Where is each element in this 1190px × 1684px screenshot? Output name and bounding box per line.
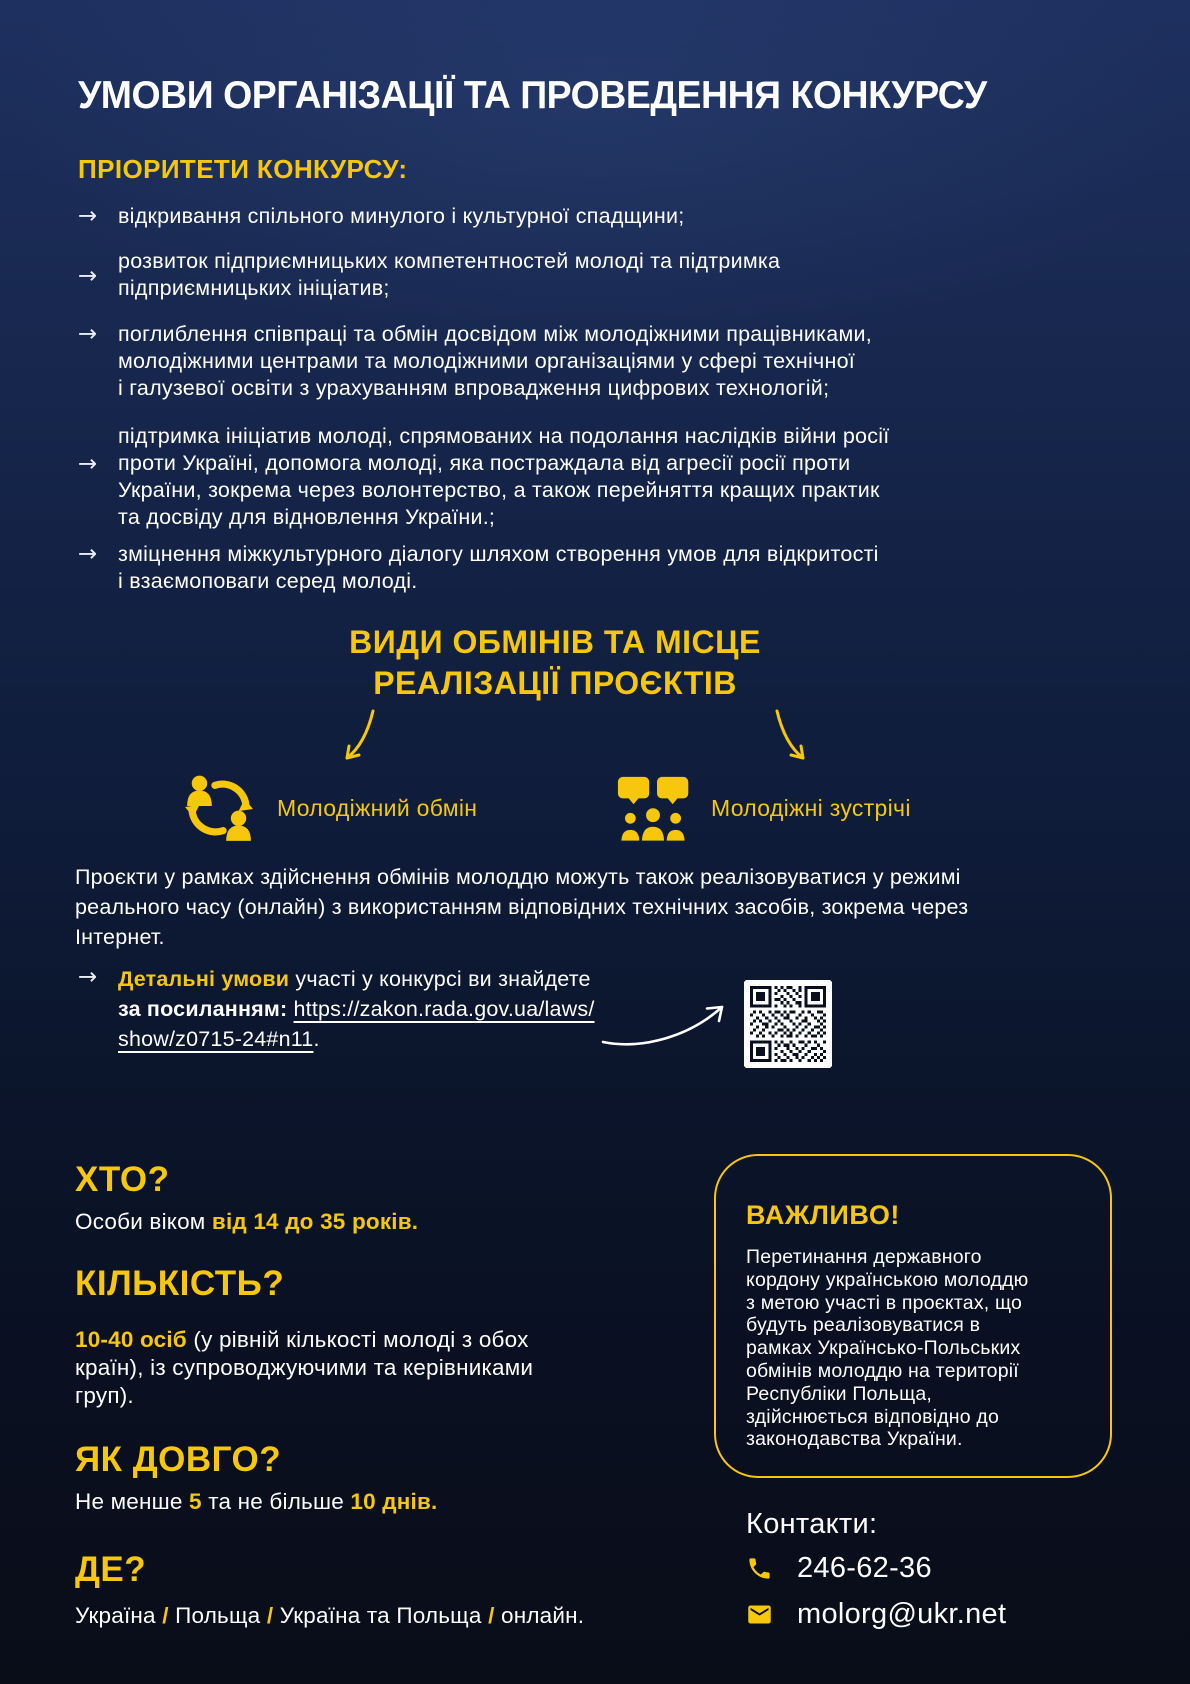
answer-text: країн), із супроводжуючими та керівниками — [75, 1355, 534, 1380]
priority-text — [118, 203, 684, 230]
priority-item — [78, 541, 879, 595]
faq-quantity-heading: КІЛЬКІСТЬ? — [75, 1264, 285, 1303]
priority-line: і взаємоповаги серед молоді. — [118, 569, 418, 593]
exchange-type-item — [183, 772, 477, 844]
details-link-label: за посиланням: — [118, 997, 294, 1021]
important-line: будуть реалізовуватися в — [746, 1314, 981, 1337]
details-link[interactable]: https://zakon.rada.gov.ua/laws/ — [293, 997, 595, 1021]
arrow-right-icon: → — [78, 263, 98, 289]
answer-text: та не більше — [201, 1489, 351, 1514]
priority-text — [118, 423, 890, 531]
arrow-right-icon: → — [78, 541, 98, 567]
important-line: здійснюється відповідно до — [746, 1405, 1000, 1428]
priority-text — [118, 541, 879, 595]
curved-arrow-right-icon — [772, 708, 814, 764]
faq-quantity-answer — [75, 1326, 533, 1410]
priority-line: і галузевої освіти з урахуванням впровадження цифрових технологій; — [118, 376, 830, 400]
answer-text: онлайн. — [494, 1603, 585, 1628]
important-line: кордону українською молоддю — [746, 1268, 1029, 1291]
phone-icon — [746, 1555, 773, 1582]
answer-highlight: від 14 до 35 років. — [211, 1209, 419, 1234]
phone-number: 246-62-36 — [797, 1552, 932, 1584]
exchange-section-heading — [0, 622, 1110, 704]
youth-meetings-label: Молодіжні зустрічі — [711, 794, 911, 821]
important-line: обмінів молоддю на території — [746, 1359, 1019, 1382]
qr-code — [744, 980, 832, 1068]
answer-separator: / — [266, 1603, 274, 1628]
important-line: законодавства України. — [746, 1428, 963, 1451]
important-line: з метою участі в проєктах, що — [746, 1291, 1023, 1314]
arrow-right-icon: → — [78, 321, 98, 347]
note-line: Проєкти у рамках здійснення обмінів молоддю можуть також реалізовуватися у режимі — [75, 865, 961, 889]
answer-highlight: 5 — [189, 1489, 202, 1514]
important-line: Республіки Польща, — [746, 1382, 932, 1405]
arrow-right-icon: → — [78, 203, 98, 229]
priority-line: молодіжними центрами та молодіжними організаціями у сфері технічної — [118, 349, 856, 373]
faq-duration-answer — [75, 1488, 437, 1516]
priority-line: відкривання спільного минулого і культурної спадщини; — [118, 204, 685, 228]
online-note — [75, 862, 968, 952]
priority-line: розвиток підприємницьких компетентностей молоді та підтримка — [118, 249, 781, 273]
faq-where-answer — [75, 1602, 584, 1630]
priority-item — [78, 321, 872, 402]
answer-highlight: 10-40 осіб — [75, 1327, 187, 1352]
page-title: УМОВИ ОРГАНІЗАЦІЇ ТА ПРОВЕДЕННЯ КОНКУРСУ — [78, 74, 987, 117]
priority-line: поглиблення співпраці та обмін досвідом між молодіжними працівниками, — [118, 322, 873, 346]
arrow-right-icon: → — [78, 964, 98, 990]
note-line: Інтернет. — [75, 925, 165, 949]
heading-line: ВИДИ ОБМІНІВ ТА МІСЦЕ — [349, 624, 761, 660]
answer-text: Особи віком — [75, 1209, 212, 1234]
faq-where-heading: ДЕ? — [75, 1550, 147, 1589]
priority-text — [118, 321, 872, 402]
answer-text: (у рівній кількості молоді з обох — [186, 1327, 529, 1352]
email-icon — [746, 1601, 773, 1628]
priority-text — [118, 248, 780, 302]
faq-who-heading: ХТО? — [75, 1160, 170, 1199]
answer-text: Не менше — [75, 1489, 190, 1514]
faq-who-answer — [75, 1208, 418, 1236]
curved-arrow-left-icon — [336, 708, 378, 764]
priorities-heading: ПРІОРИТЕТИ КОНКУРСУ: — [78, 154, 408, 184]
faq-duration-heading: ЯК ДОВГО? — [75, 1440, 282, 1479]
contacts-heading: Контакти: — [746, 1508, 878, 1540]
priority-line: України, зокрема через волонтерство, а також перейняття кращих практик — [118, 478, 880, 502]
answer-text: Україна та Польща — [273, 1603, 489, 1628]
contact-phone-row — [746, 1552, 932, 1585]
answer-highlight: 10 днів. — [350, 1489, 438, 1514]
priority-line: та досвіду для відновлення України.; — [118, 505, 496, 529]
answer-text: Польща — [168, 1603, 267, 1628]
important-line: рамках Українсько-Польських — [746, 1337, 1021, 1360]
details-block — [78, 964, 595, 1054]
email-address: molorg@ukr.net — [797, 1598, 1007, 1630]
priority-line: проти Україні, допомога молоді, яка постраждала від агресії росії проти — [118, 451, 851, 475]
details-period: . — [313, 1027, 320, 1051]
note-line: реального часу (онлайн) з використанням відповідних технічних засобів, зокрема через — [75, 895, 969, 919]
priority-line: підтримка ініціатив молоді, спрямованих на подолання наслідків війни росії — [118, 424, 890, 448]
important-heading: ВАЖЛИВО! — [746, 1200, 901, 1230]
priority-item — [78, 423, 890, 531]
exchange-type-item — [617, 772, 911, 844]
hand-arrow-icon — [598, 998, 733, 1050]
details-link[interactable]: show/z0715-24#n11 — [118, 1027, 314, 1051]
important-line: Перетинання державного — [746, 1246, 982, 1268]
details-highlight: Детальні умови — [118, 967, 290, 991]
contact-email-row — [746, 1598, 1006, 1631]
important-body — [746, 1246, 1028, 1451]
priority-line: зміцнення міжкультурного діалогу шляхом створення умов для відкритості — [118, 542, 879, 566]
priority-line: підприємницьких ініціатив; — [118, 276, 390, 300]
details-text — [118, 964, 595, 1054]
answer-text: груп). — [75, 1383, 134, 1408]
youth-exchange-label: Молодіжний обмін — [277, 794, 478, 821]
details-line: участі у конкурсі ви знайдете — [289, 967, 591, 991]
heading-line: РЕАЛІЗАЦІЇ ПРОЄКТІВ — [373, 665, 737, 701]
priority-item — [78, 203, 684, 230]
answer-separator: / — [488, 1603, 495, 1628]
answer-separator: / — [162, 1603, 169, 1628]
arrow-right-icon: → — [78, 451, 98, 477]
youth-meetings-icon — [617, 772, 689, 844]
answer-text: Україна — [75, 1603, 163, 1628]
priority-item — [78, 248, 780, 302]
youth-exchange-icon — [183, 772, 255, 844]
